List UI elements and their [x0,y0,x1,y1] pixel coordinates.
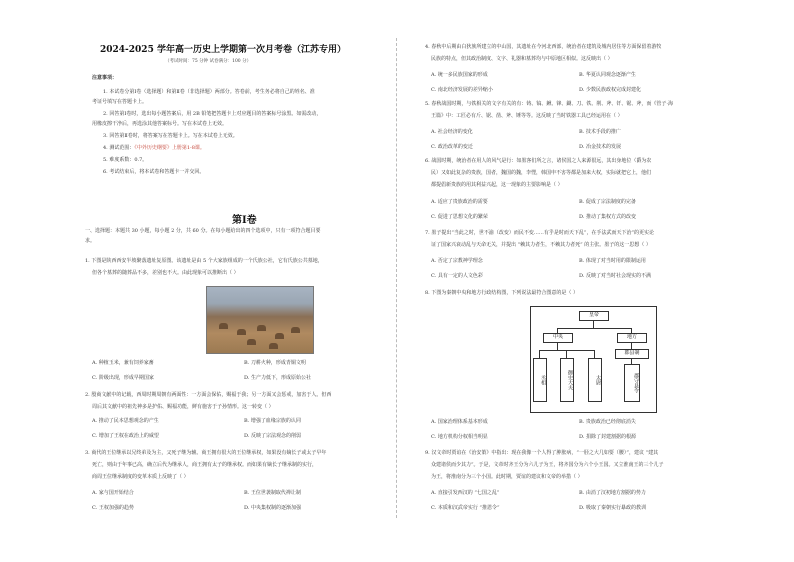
question-stem: 为王，将淮南分为三个小国。此时期，贾谊的建议和文帝的举措（ ） [431,474,583,480]
option-b[interactable]: B. 由消了汉初地方割据的势力 [579,490,646,496]
question-stem: 3. 商代的王位继承以兄终弟及为主，父死子继为辅。商王拥有很大的王位继承权，如果没有嫡长子或太子早年 [85,450,327,456]
option-a[interactable]: A. 适应了贵族政治的需要 [431,199,488,205]
note-range-label: 4. 测试范围： [103,145,135,151]
question-stem: 商周王位继承制度的变革本质上反映了（ ） [92,474,189,480]
option-d[interactable]: D. 推动了集权方式的改变 [579,214,637,220]
question-stem: 民族的特点，但其政治制度、文字、礼器和墓葬均与中原地区相似。这反映出（ ） [431,56,613,62]
note-item: 5. 难度系数：0.7。 [103,157,148,163]
section-title: 第Ⅰ卷 [232,215,257,226]
option-c[interactable]: C. 具有一定的人文色彩 [431,273,483,279]
question-stem: 9. 汉文帝时贾谊在《治安策》中指出：现在我像一个人得了肿胀病，“一胫之大几如要（腰）”，建议 “建其 [425,450,659,456]
option-c[interactable]: C. 政治改革的变迁 [431,144,473,150]
option-a[interactable]: A. 推动了民本思想观念的产生 [92,418,159,424]
question-stem: 证了国家兴衰动乱与天命无关，并提出 “赖其力者生，不赖其力者死” 的主张。墨子的这一思想（ ） [431,242,651,248]
diagram-emperor: 皇帝 [579,311,609,321]
note-item: 6. 考试结束后，将本试卷和答题卡一并交回。 [103,169,205,175]
diagram-central: 中央 [543,333,573,343]
note-item: 2. 回答第Ⅰ卷时，选出每小题答案后，用 2B 铅笔把答题卡上对应题目的答案标号涂黑。如需改动， [103,111,322,117]
question-stem: 死亡，则由于年事已高，确立后代为继承人，商王拥有太子的继承权。而如果有嫡长子继承制的实行， [92,462,318,468]
exam-title: 2024-2025 学年高一历史上学期第一次月考卷（江苏专用） [100,45,346,55]
option-d[interactable]: D. 中央集权制的逐渐加强 [244,505,302,511]
option-c[interactable]: C. 南北经济发展的差异缩小 [431,87,493,93]
option-a[interactable]: A. 国家治理体系基本形成 [431,419,488,425]
notes-heading: 注意事项： [92,75,118,81]
option-d[interactable]: D. 反映了宗法观念的削弱 [244,433,302,439]
option-b[interactable]: B. 华夏认同观念逐渐产生 [579,72,636,78]
section-instructions: 求。 [85,238,96,244]
option-d[interactable]: D. 生产力低下，形成原始公社 [244,375,312,381]
note-range [103,145,205,151]
question-stem: 都提倡新贵族的用其利益兴起，这一现象的主要影响是（ ） [431,182,563,188]
option-b[interactable]: B. 体现了对当时用的限制运用 [579,258,646,264]
option-a[interactable]: A. 直接引发西汉的 “七国之乱” [431,490,500,496]
question-stem: 王篇》中：工匠必有斤、锯、凿、斧、锤等等。这反映了当时铁器工具已经运用在（ ） [431,113,623,119]
note-item: 1. 本试卷分第Ⅰ卷（选择题）和第Ⅱ卷（非选择题）两部分。答卷前，考生务必将自己的姓名、准 [103,89,315,95]
option-c[interactable]: C. 本质和汉武帝实行 “推恩令” [431,505,500,511]
option-b[interactable]: B. 技术手段的推广 [579,129,621,135]
diagram-local: 地方 [617,333,647,343]
option-a[interactable]: A. 统一多民族国家的形成 [431,72,488,78]
banpo-settlement-image [206,286,314,354]
question-stem: 8. 下图为秦朝中央和地方行政结构图，下列说法最符合图意的是（ ） [425,290,578,296]
question-stem: 5. 春秋战国时期，与铁相关的文字有关的有：铸、镐、鍬、锋、鋤、刀、铁、削、斧、钎、锯、斧，而《管子·海 [425,101,673,107]
option-d[interactable]: D. 少数民族政权完成封建化 [579,87,642,93]
diagram-officials: 郡守县令 [624,364,640,402]
option-c[interactable]: C. 增加了王权在政治上的威望 [92,433,159,439]
option-d[interactable]: D. 捐除了封建割据的根源 [579,434,637,440]
question-stem: 6. 战国时期，统治者在用人的风气是行：如墨客们所之言，诸侯国之人来源很远，其出身地位（爵为农 [425,158,652,164]
option-d[interactable]: D. 反映了对当时社会现实的不满 [579,273,652,279]
diagram-chancellor: 丞相 [533,358,547,402]
option-c[interactable]: C. 促进了思想文化的繁荣 [431,214,488,220]
option-a[interactable]: A. 家与国开始结合 [92,490,134,496]
diagram-censor: 御史大夫 [560,358,574,402]
section-instructions: 一、选择题：本题共 30 小题，每小题 2 分，共 60 分。在每小题给出的四个选项中，只有一项符合题目要 [85,228,321,234]
option-a[interactable]: A. 种植玉米，兼有饲养家畜 [92,360,154,366]
note-item: 考证号填写在答题卡上。 [92,99,148,105]
question-stem: 2. 殷商文献中的记载，西周时期周朝有两面性：一方面会保佑，赐福于我；另一方面又会惩戒，加害于人。但西 [85,392,332,398]
option-b[interactable]: B. 增强了血缘宗族的认同 [244,418,301,424]
option-d[interactable]: D. 冶金技术的发展 [579,144,622,150]
diagram-commander: 太尉 [588,358,602,402]
question-stem: 1. 下图是陕西西安半坡聚落遗址复原图。该遗址是由 5 个大家族组成的一个氏族公社，它有氏族公共墓地， [85,258,323,264]
option-b[interactable]: B. 王位世袭制取代禅让制 [244,490,301,496]
question-stem: 众建诸侯而少其力”。于是，文帝时齐王分为六儿子为王，将齐国分为六个小王国。又立淮南王的三个儿子 [431,462,664,468]
note-item: 用橡皮擦干净后，再选涂其他答案标号。写在本试卷上无效。 [92,121,228,127]
diagram-county-system: 郡县制 [615,349,649,359]
option-b[interactable]: B. 促成了宗法制度的完备 [579,199,636,205]
qin-administration-diagram [530,306,657,413]
note-range-highlight: 《中外历史纲要》上册第1-8课。 [134,145,205,151]
option-d[interactable]: D. 吸取了秦朝实行暴政的教训 [579,505,647,511]
question-stem: 但各个墓葬的随葬品不多，差别也不大。由此现象可以推断出（ ） [92,270,239,276]
option-c[interactable]: C. 阶级出现，形成早期国家 [92,375,154,381]
option-c[interactable]: C. 地方机构分权相当明显 [431,434,488,440]
question-stem: 周后其文献中的祖先神多是护佑、赐福功能，鲜有施害于子孙情形。这一转变（ ） [92,404,274,410]
exam-subtitle: （考试时间：75 分钟 试卷满分：100 分） [165,59,252,64]
option-b[interactable]: B. 刀耕火种，形成青铜文明 [244,360,306,366]
option-b[interactable]: B. 贵族政治已经彻底消失 [579,419,636,425]
option-a[interactable]: A. 否定了宗教神学理念 [431,258,483,264]
question-stem: 4. 春秋中后期由白狄族所建立的中山国，其遗址在今河北西部，统治者在建筑及城内居住等方面保留着游牧 [425,44,662,50]
question-stem: 民）又如此复杂的贵族，国者，魏国的魏，李悝，韩国申不害等都是加来大权，实际就把它上，他们 [431,170,652,176]
question-stem: 7. 墨子提出“当此之时，世不渝（改变）而民不变……有乎是时而天下乱”，在手法武而天下治”的更实论 [425,230,655,236]
note-item: 3. 回答第Ⅱ卷时，将答案写在答题卡上。写在本试卷上无效。 [103,133,238,139]
option-c[interactable]: C. 王权加强的趋势 [92,505,134,511]
right-page [397,0,794,562]
option-a[interactable]: A. 社会经济的变化 [431,129,473,135]
